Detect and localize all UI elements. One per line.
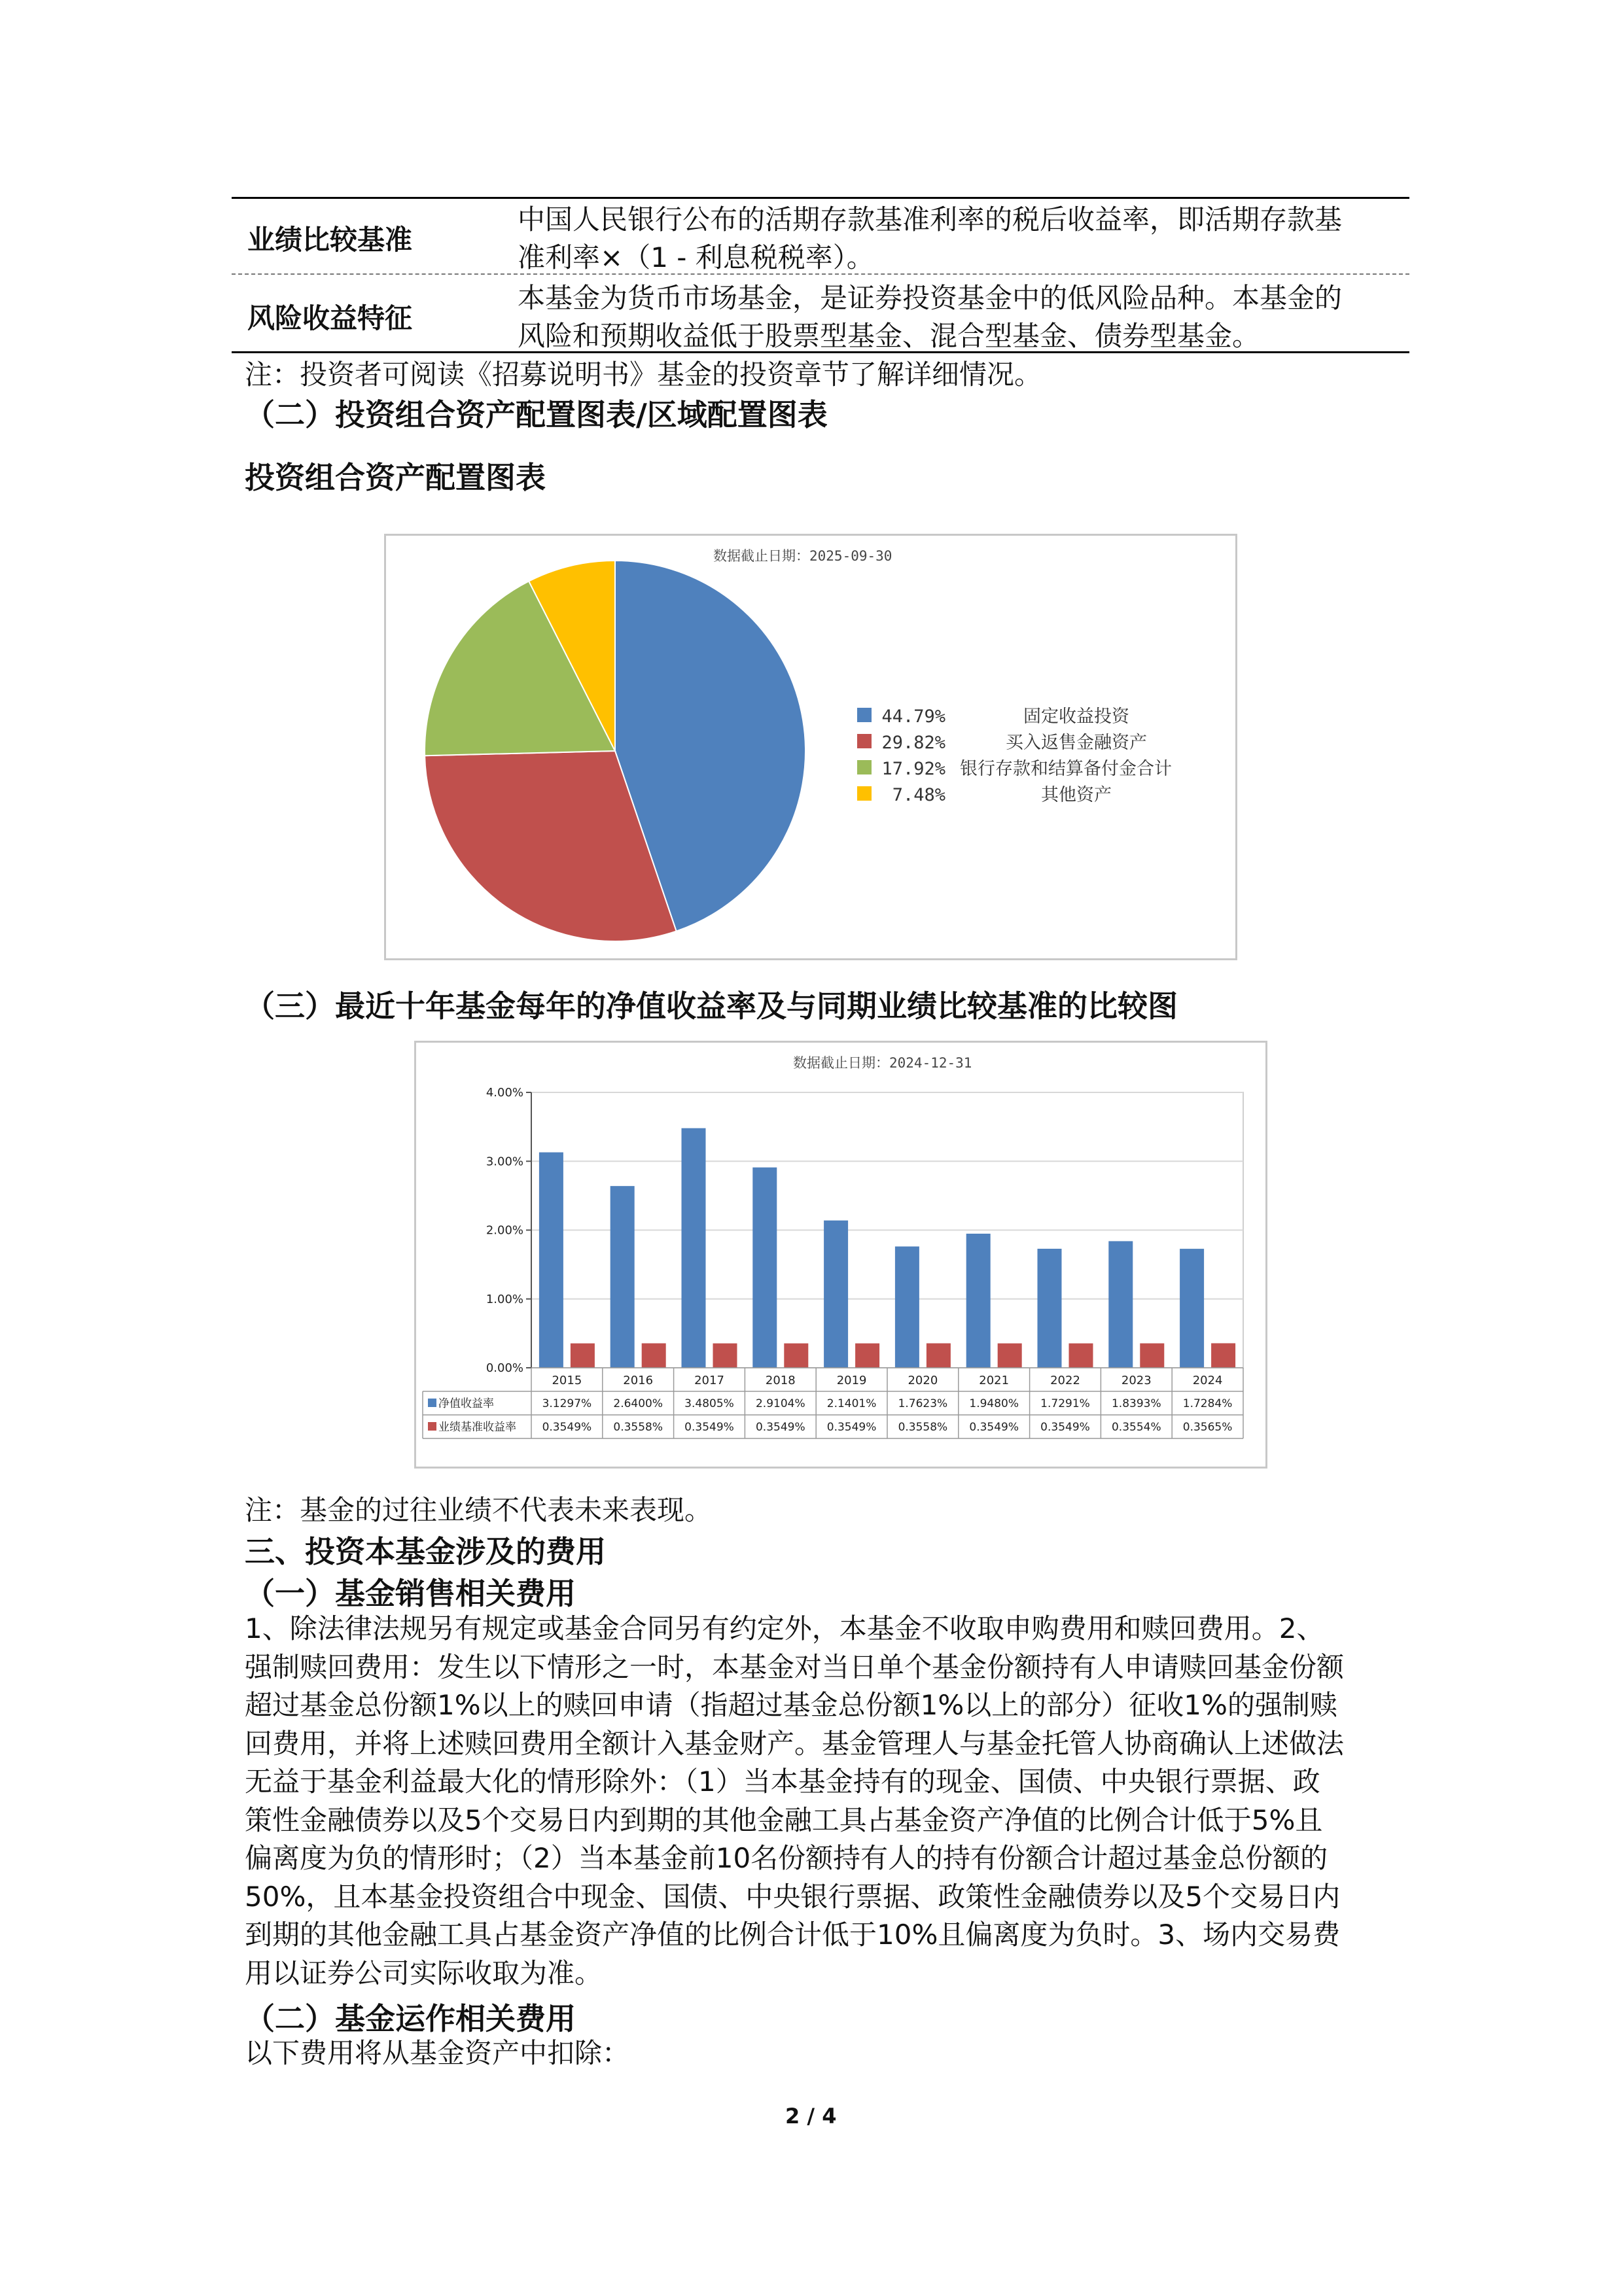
x-tick-label: 2022 [1050,1374,1080,1387]
fees-sales-line: 50%，且本基金投资组合中现金、国债、中央银行票据、政策性金融债券以及5个交易日内 [245,1880,1341,1913]
data-cell: 1.8393% [1111,1397,1161,1410]
bar-date-label: 数据截止日期：2024-12-31 [793,1055,972,1071]
fees-sales-line: 超过基金总份额1%以上的赎回申请（指超过基金总份额1%以上的部分）征收1%的强制赎 [245,1689,1337,1721]
pie-chart [386,536,1235,958]
pie-chart-heading: 投资组合资产配置图表 [245,460,546,495]
row-value [518,201,1407,277]
fees-sales-body [245,1610,1436,1992]
pie-chart-panel [384,534,1237,960]
fees-sales-line: 用以证券公司实际收取为准。 [245,1957,603,1989]
row-value-line: 本基金为货币市场基金，是证券投资基金中的低风险品种。本基金的 [518,282,1343,314]
bar-chart-panel [414,1041,1267,1469]
bar-nav-return [824,1221,848,1368]
bar-nav-return [610,1186,635,1368]
legend-percent: 17.92% [881,759,945,779]
x-tick-label: 2021 [979,1374,1010,1387]
table-row-divider [232,273,1409,275]
data-cell: 0.3549% [969,1421,1019,1434]
bar-benchmark-return [713,1344,737,1368]
row-label: 业绩比较基准 [247,224,413,256]
bar-benchmark-return [1211,1343,1235,1368]
data-cell: 1.7284% [1182,1397,1233,1410]
y-tick-label: 2.00% [485,1223,523,1238]
bar-nav-return [539,1153,563,1368]
bar-benchmark-return [1140,1344,1164,1368]
bar-benchmark-return [1069,1344,1093,1368]
legend-swatch [428,1399,436,1407]
bar-benchmark-return [642,1344,666,1368]
legend-percent: 7.48% [892,785,945,805]
legend-swatch [857,786,872,801]
data-cell: 0.3565% [1182,1421,1233,1434]
bar-benchmark-return [571,1344,595,1368]
row-label: 风险收益特征 [247,302,413,334]
data-cell: 0.3549% [826,1421,877,1434]
table-row [232,198,1409,275]
fees-ops-heading: （二）基金运作相关费用 [245,2001,576,2036]
legend-label: 买入返售金融资产 [1006,733,1147,753]
section-fees-heading: 三、投资本基金涉及的费用 [245,1534,606,1569]
data-cell: 1.7623% [898,1397,948,1410]
fees-sales-line: 无益于基金利益最大化的情形除外：（1）当本基金持有的现金、国债、中央银行票据、政 [245,1765,1320,1798]
legend-percent: 44.79% [881,706,945,727]
data-cell: 0.3554% [1111,1421,1161,1434]
bar-nav-return [682,1128,706,1368]
fees-sales-line: 回费用，并将上述赎回费用全额计入基金财产。基金管理人与基金托管人协商确认上述做法 [245,1727,1345,1760]
bar-nav-return [1108,1241,1133,1368]
bar-benchmark-return [855,1344,879,1368]
data-cell: 3.1297% [542,1397,592,1410]
data-cell: 2.6400% [613,1397,663,1410]
pie-date-label: 数据截止日期：2025-09-30 [713,548,892,564]
fees-sales-line: 策性金融债券以及5个交易日内到期的其他金融工具占基金资产净值的比例合计低于5%且 [245,1803,1323,1836]
bar-nav-return [1180,1249,1204,1368]
bar-nav-return [966,1234,991,1368]
x-tick-label: 2015 [552,1374,582,1387]
x-tick-label: 2023 [1121,1374,1152,1387]
x-tick-label: 2018 [765,1374,796,1387]
data-cell: 0.3549% [1040,1421,1090,1434]
bar-chart [416,1043,1265,1467]
data-cell: 1.7291% [1040,1397,1090,1410]
bar-nav-return [895,1247,919,1368]
data-cell: 0.3558% [613,1421,663,1434]
fees-sales-heading: （一）基金销售相关费用 [245,1576,576,1611]
data-cell: 0.3549% [542,1421,592,1434]
data-cell: 0.3549% [755,1421,805,1434]
row-value [518,279,1407,355]
bar-nav-return [1038,1249,1062,1368]
note-past-performance: 注：基金的过往业绩不代表未来表现。 [245,1494,713,1526]
fees-sales-line: 偏离度为负的情形时；（2）当本基金前10名份额持有人的持有份额合计超过基金总份额的 [245,1842,1328,1874]
data-cell: 1.9480% [969,1397,1019,1410]
bar-nav-return [752,1168,777,1368]
fees-sales-line: 1、除法律法规另有规定或基金合同另有约定外，本基金不收取申购费用和赎回费用。2、 [245,1612,1324,1644]
table-row [232,276,1409,353]
fees-sales-line: 强制赎回费用：发生以下情形之一时，本基金对当日单个基金份额持有人申请赎回基金份额 [245,1650,1345,1683]
legend-label: 银行存款和结算备付金合计 [960,759,1172,779]
bar-benchmark-return [927,1344,951,1368]
legend-swatch [428,1422,436,1431]
data-cell: 3.4805% [684,1397,734,1410]
x-tick-label: 2024 [1192,1374,1223,1387]
x-tick-label: 2020 [908,1374,938,1387]
row-value-line: 中国人民银行公布的活期存款基准利率的税后收益率，即活期存款基 [518,203,1343,235]
x-tick-label: 2016 [623,1374,654,1387]
legend-swatch [857,708,872,722]
section-asset-allocation-heading: （二）投资组合资产配置图表/区域配置图表 [245,397,828,432]
legend-percent: 29.82% [881,733,945,753]
y-tick-label: 0.00% [485,1361,523,1375]
bar-benchmark-return [784,1344,808,1368]
legend-label: 业绩基准收益率 [438,1421,516,1434]
page-number: 2 / 4 [785,2104,837,2129]
y-tick-label: 3.00% [485,1155,523,1169]
row-value-line: 准利率×（1 - 利息税税率）。 [518,241,874,273]
legend-swatch [857,760,872,774]
legend-label: 净值收益率 [438,1397,494,1410]
data-cell: 2.9104% [755,1397,805,1410]
row-value-line: 风险和预期收益低于股票型基金、混合型基金、债券型基金。 [518,320,1260,352]
fees-ops-intro: 以下费用将从基金资产中扣除： [245,2037,630,2069]
data-cell: 0.3558% [898,1421,948,1434]
x-tick-label: 2017 [694,1374,724,1387]
x-tick-label: 2019 [836,1374,867,1387]
bar-benchmark-return [998,1344,1022,1368]
note-investment: 注：投资者可阅读《招募说明书》基金的投资章节了解详细情况。 [245,358,1042,391]
fees-sales-line: 到期的其他金融工具占基金资产净值的比例合计低于10%且偏离度为负时。3、场内交易费 [245,1919,1341,1951]
y-tick-label: 4.00% [485,1086,523,1100]
section-performance-heading: （三）最近十年基金每年的净值收益率及与同期业绩比较基准的比较图 [245,988,1178,1024]
y-tick-label: 1.00% [485,1292,523,1306]
table-bottom-rule [232,351,1409,353]
legend-label: 其他资产 [1041,785,1112,805]
data-cell: 0.3549% [684,1421,734,1434]
legend-label: 固定收益投资 [1023,706,1129,727]
data-cell: 2.1401% [826,1397,877,1410]
legend-swatch [857,734,872,748]
